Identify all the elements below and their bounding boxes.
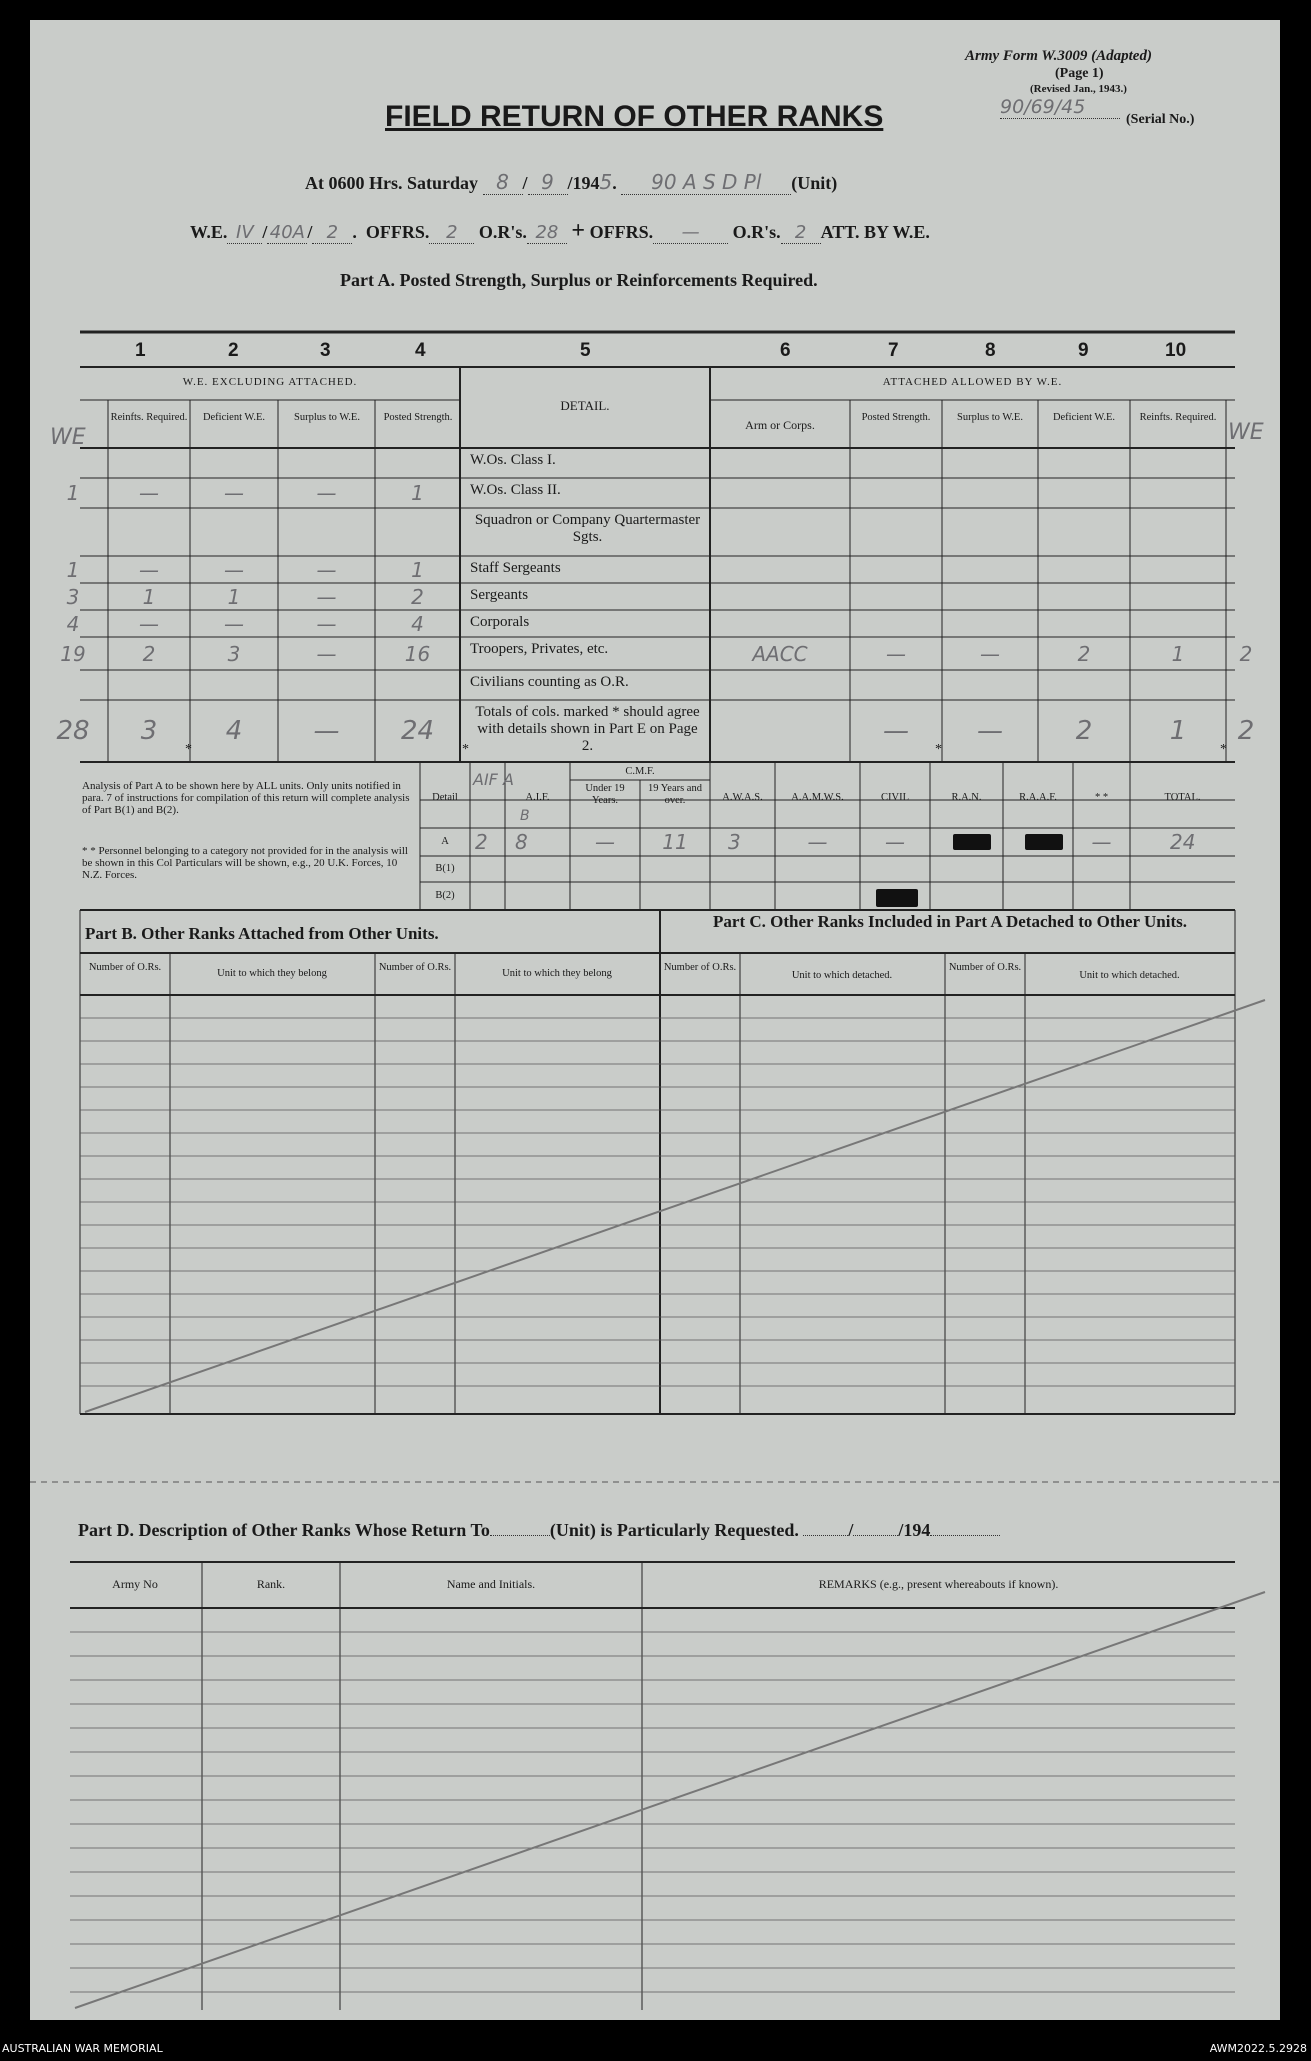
page-number: (Page 1) <box>1055 66 1104 81</box>
star-mark: * <box>185 742 192 757</box>
cell-c10: 1 <box>1171 641 1185 666</box>
serial-label: (Serial No.) <box>1126 112 1195 127</box>
cell-we: 1 <box>66 557 80 582</box>
page-title: FIELD RETURN OF OTHER RANKS <box>385 100 884 133</box>
form-grid-lines <box>30 20 1280 2020</box>
cell-c2: — <box>224 611 244 636</box>
cell-c4: 2 <box>411 584 424 609</box>
cell-c3: — <box>316 641 337 666</box>
part-b-title: Part B. Other Ranks Attached from Other Units. <box>85 924 439 943</box>
cell-c2: — <box>224 481 244 505</box>
cell-c3: — <box>316 557 337 582</box>
serial-number: 90/69/45 <box>1000 96 1086 118</box>
form-number: Army Form W.3009 (Adapted) <box>965 48 1152 64</box>
cell-c8: — <box>977 716 1003 746</box>
right-group-header: ATTACHED ALLOWED BY W.E. <box>882 376 1063 388</box>
redaction-ran <box>953 834 991 850</box>
cell-c3: — <box>316 584 337 609</box>
cell-c1: 2 <box>142 641 156 666</box>
footer-left: AUSTRALIAN WAR MEMORIAL <box>2 2042 163 2055</box>
cell-c4: 16 <box>404 641 431 666</box>
cell-c7: — <box>883 716 909 746</box>
part-d-title: Part D. Description of Other Ranks Whose Return To (Unit) is Particularly Requested. / /194 <box>78 1520 1000 1541</box>
cell-we: 1 <box>66 481 80 505</box>
cell-c2: 4 <box>225 716 243 746</box>
cell-c4: 24 <box>400 716 435 746</box>
detail-cell: Civilians counting as O.R. <box>470 674 629 690</box>
day-field: 8 <box>483 170 523 195</box>
cell-c8: — <box>980 641 1000 666</box>
footer-right: AWM2022.5.2928 <box>1209 2042 1307 2055</box>
cell-wr: 2 <box>1239 641 1253 666</box>
cell-c2: 3 <box>227 641 241 666</box>
column-numbers: 1 2 3 4 5 6 7 8 9 10 <box>135 340 1187 361</box>
detail-cell: Totals of cols. marked * should agree with details shown in Part E on Page 2. <box>475 704 700 754</box>
unit-field: 90 A S D Pl <box>621 170 791 195</box>
detail-cell: Troopers, Privates, etc. <box>470 641 609 657</box>
personnel-note: * * Personnel belonging to a category not provided for in the analysis will be shown in this Col Particulars will be shown, e.g., 20 U.K. Forces, 10 N.Z. Forces. <box>82 845 408 881</box>
cell-c1: — <box>139 611 159 636</box>
redaction-civil <box>876 889 918 907</box>
left-group-header: W.E. EXCLUDING ATTACHED. <box>182 376 358 388</box>
cell-c1: — <box>139 557 159 582</box>
cell-we: 3 <box>66 584 80 609</box>
cell-c1: 3 <box>140 716 158 746</box>
part-a-title: Part A. Posted Strength, Surplus or Reinforcements Required. <box>340 270 818 290</box>
cell-c3: — <box>313 716 340 746</box>
cell-we: 4 <box>66 611 80 636</box>
date-line: At 0600 Hrs. Saturday 8 / 9 /1945. 90 A S D Pl (Unit) <box>305 170 838 194</box>
cell-c6: AACC <box>752 641 808 666</box>
detail-cell: W.Os. Class II. <box>470 482 561 498</box>
cell-c1: 1 <box>142 584 156 609</box>
cell-c4: 1 <box>411 557 424 582</box>
cell-c10: 1 <box>1169 716 1187 746</box>
month-field: 9 <box>528 170 568 195</box>
star-mark: * <box>935 742 942 757</box>
cell-c2: 1 <box>227 584 241 609</box>
analysis-note: Analysis of Part A to be shown here by ALL units. Only units notified in para. 7 of instructions for compilation of this return will complete analysis of Part B(1) and B(2). <box>82 780 410 816</box>
cell-c9: 2 <box>1075 716 1093 746</box>
margin-we-left: WE <box>50 425 86 450</box>
detail-cell: Corporals <box>470 614 530 630</box>
star-mark: * <box>462 742 469 757</box>
detail-header: DETAIL. <box>560 398 610 413</box>
cell-c1: — <box>139 481 159 505</box>
year-field: 5 <box>599 170 613 194</box>
cell-wr: 2 <box>1237 716 1255 746</box>
detail-cell: Staff Sergeants <box>470 560 561 576</box>
redaction-raaf <box>1025 834 1063 850</box>
star-mark: * <box>1220 742 1227 757</box>
cell-c7: — <box>886 641 906 666</box>
part-c-title: Part C. Other Ranks Included in Part A Detached to Other Units. <box>713 912 1187 931</box>
cell-c4: 1 <box>411 481 424 505</box>
cell-c9: 2 <box>1077 641 1091 666</box>
cell-c3: — <box>316 611 337 636</box>
cell-we: 19 <box>60 641 86 666</box>
revised-date: (Revised Jan., 1943.) <box>1030 83 1127 95</box>
form-paper: Army Form W.3009 (Adapted) (Page 1) (Revised Jan., 1943.) 90/69/45 (Serial No.) FIELD RETURN OF OTHER RANKS At 0600 Hrs. Saturday 8 / 9 /1945. 90 A S D Pl (Unit) W.E. IV / 40A / 2 . OFFRS. 2 O.R's. 28 + OFFRS. — O.R's. 2 ATT. BY W.E. Part A. Posted Strength, Surplus or Reinforcements Required. 1 2 3 4 5 6 7 8 9 10 W.E. EXCLUDING ATTACHED. ATTACHED ALLOWED BY W.E. DETAIL. Reinfts. Required. Deficient W.E. Surplus to W.E. Posted Strength. Arm or Corps. Posted Strength. Surplus to W.E. Deficient W.E. Reinfts. Required. WE WE W.Os. Class I. W.Os. Class II. 1 — — — 1 Squadron or Company Quartermaster Sgts. Staff Sergeants 1 — — — 1 Sergeants 3 1 1 — 2 Corporals 4 — — — 4 Troopers, Privates, etc. 19 2 3 — 16 AACC — — 2 1 2 Civilians counting as O.R. Totals of cols. marked * should agree with details shown in Part E on Page 2. 28 3 4 — 24 — — 2 1 2 * * * * Analysis of Part A to be shown here by ALL units. Only units notified in para. 7 of instructions for compilation of this return will complete analysis of Part B(1) and B(2). * * Personnel belonging to a category not provided for in the analysis will be shown in this Col Particulars will be shown, e.g., 20 U.K. Forces, 10 N.Z. Forces. Detail AIF A A.I.F. B C.M.F. Under 19 Years. 19 Years and over. A.W.A.S. A.A.M.W.S. CIVIL R.A.N. R.A.A.F. * * TOTAL. A 2 8 — 11 3 — — — 24 B(1) B(2) Part B. Other Ranks Attached from Other Units. Part C. Other Ranks Included in Part A Detached to Other Units. Number of O.Rs. Unit to which they belong Number of O.Rs. Unit to which they belong Number of O.Rs. Unit to which detached. Number of O.Rs. Unit to which detached. Part D. Description of Other Ranks Whose Return To (Unit) is Particularly Requested. / /194 Army No Rank. Name and Initials. REMARKS (e.g., present whereabouts if known). <box>30 20 1280 2020</box>
cell-c2: — <box>224 557 244 582</box>
margin-we-right: WE <box>1228 420 1264 445</box>
detail-cell: Sergeants <box>470 587 529 603</box>
cell-c3: — <box>316 481 337 505</box>
cell-c4: 4 <box>411 611 424 636</box>
cell-we: 28 <box>56 716 90 746</box>
detail-cell: Squadron or Company Quartermaster Sgts. <box>474 512 701 545</box>
detail-cell: W.Os. Class I. <box>470 452 556 468</box>
we-line: W.E. IV / 40A / 2 . OFFRS. 2 O.R's. 28 + OFFRS. — O.R's. 2 ATT. BY W.E. <box>190 218 930 244</box>
